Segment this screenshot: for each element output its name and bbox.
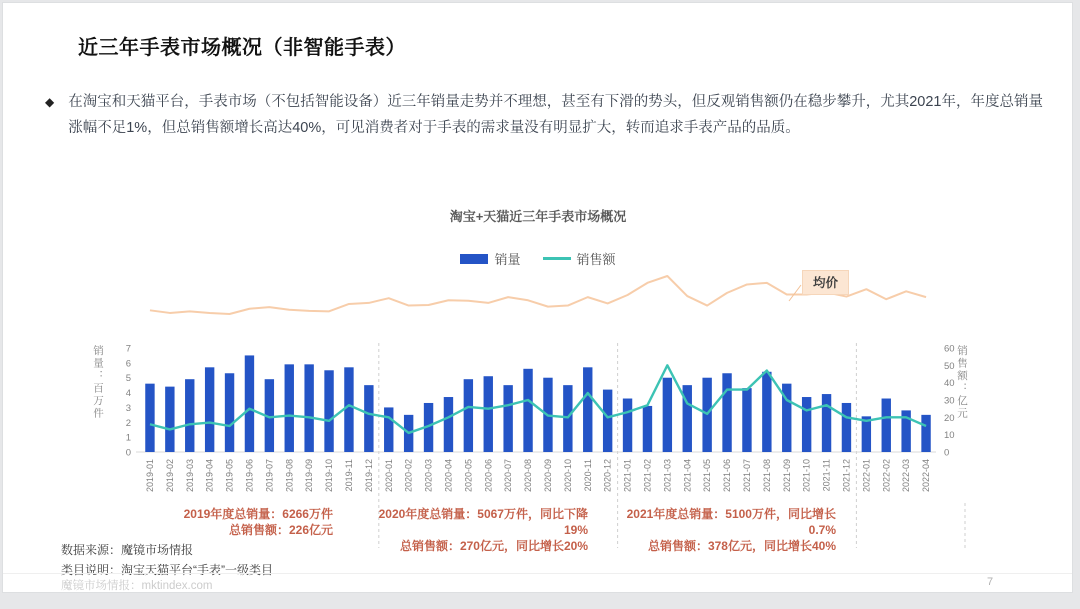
x-axis-label: 2020-02	[403, 459, 414, 493]
x-axis-label: 2019-11	[343, 459, 354, 492]
volume-bar	[145, 384, 154, 452]
volume-bar	[583, 367, 592, 452]
right-axis-tick: 40	[944, 378, 955, 390]
x-axis-label: 2019-12	[363, 459, 374, 493]
data-source-note: 数据来源：魔镜市场情报	[61, 543, 194, 557]
x-axis-label: 2019-09	[304, 459, 315, 493]
x-axis-label: 2021-06	[722, 459, 733, 493]
x-axis-label: 2020-05	[463, 459, 474, 493]
legend-item-volume	[460, 249, 520, 268]
x-axis-label: 2020-12	[602, 459, 613, 493]
x-axis-label: 2021-05	[702, 459, 713, 493]
right-axis-tick: 30	[944, 395, 955, 407]
left-axis-tick: 4	[125, 388, 131, 400]
annotation-2019	[153, 506, 333, 538]
x-axis-label: 2019-07	[264, 459, 275, 493]
x-axis-label: 2020-07	[503, 459, 514, 493]
volume-bar	[643, 406, 652, 452]
slide	[3, 3, 1072, 592]
annotation-2021	[616, 506, 836, 554]
x-axis-label: 2019-04	[204, 459, 215, 493]
x-axis-label: 2022-01	[861, 459, 872, 493]
volume-bar	[742, 388, 751, 452]
volume-bar	[623, 399, 632, 452]
category-note: 类目说明：淘宝天猫平台“手表”一级类目	[61, 563, 273, 577]
left-axis-title: 销量：百万件	[92, 345, 104, 420]
volume-bar	[822, 394, 831, 452]
legend-item-sales	[543, 249, 616, 268]
volume-bar	[762, 372, 771, 452]
volume-bar	[185, 379, 194, 452]
x-axis-label: 2020-10	[562, 459, 573, 493]
x-axis-label: 2020-09	[542, 459, 553, 493]
x-axis-label: 2021-09	[781, 459, 792, 493]
right-axis-tick: 60	[944, 343, 955, 355]
volume-bar	[285, 364, 294, 452]
volume-bar	[205, 367, 214, 452]
left-axis-tick: 2	[125, 417, 131, 429]
x-axis-label: 2020-03	[423, 459, 434, 493]
x-axis-label: 2019-02	[164, 459, 175, 493]
annotation-2020-line1: 2020年度总销量：5067万件，同比下降19%	[378, 507, 588, 537]
right-axis-tick: 20	[944, 412, 955, 424]
x-axis-label: 2022-04	[921, 459, 932, 493]
x-axis-label: 2022-02	[881, 459, 892, 493]
volume-bar	[802, 397, 811, 452]
x-axis-label: 2021-12	[841, 459, 852, 493]
x-axis-label: 2021-08	[761, 459, 772, 493]
avg-price-badge: 均价	[802, 270, 849, 295]
volume-bar	[444, 397, 453, 452]
market-chart	[3, 3, 1072, 592]
volume-bar	[663, 378, 672, 452]
x-axis-label: 2019-01	[144, 459, 155, 493]
x-axis-label: 2019-08	[284, 459, 295, 493]
volume-bar	[225, 373, 234, 452]
right-axis-title: 销售额：亿元	[956, 345, 968, 420]
volume-bar	[523, 369, 532, 452]
annotation-2021-line1: 2021年度总销量：5100万件，同比增长0.7%	[626, 507, 836, 537]
x-axis-label: 2021-10	[801, 459, 812, 493]
left-axis-tick: 6	[125, 358, 131, 370]
volume-bar	[304, 364, 313, 452]
volume-bar	[464, 379, 473, 452]
x-axis-label: 2021-03	[662, 459, 673, 493]
volume-bar	[245, 355, 254, 452]
bar-swatch-icon	[460, 254, 488, 264]
volume-bar	[722, 373, 731, 452]
line-swatch-icon	[543, 257, 571, 260]
page-title: 近三年手表市场概况（非智能手表）	[78, 37, 406, 59]
annotation-2020	[378, 506, 588, 554]
summary-text: 在淘宝和天猫平台，手表市场（不包括智能设备）近三年销量走势并不理想，甚至有下滑的势头，但反观销售额仍在稳步攀升，尤其2021年，年度总销量涨幅不足1%，但总销售额增长高达40%，可见消费者对于手表的需求量没有明显扩大，转而追求手表产品的品质。	[68, 94, 1043, 136]
left-axis-tick: 3	[125, 402, 131, 414]
volume-bar	[921, 415, 930, 452]
x-axis-label: 2021-11	[821, 459, 832, 492]
brand-watermark: 魔镜市场情报：mktindex.com	[61, 580, 213, 592]
x-axis-label: 2021-01	[622, 459, 633, 493]
x-axis-label: 2019-05	[224, 459, 235, 493]
annotation-2021-line2: 总销售额：378亿元，同比增长40%	[647, 539, 836, 553]
diamond-bullet-icon: ◆	[45, 95, 55, 109]
annotation-2019-line2: 总销售额：226亿元	[228, 523, 333, 537]
x-axis-label: 2021-02	[642, 459, 653, 493]
volume-bar	[344, 367, 353, 452]
volume-bar	[603, 390, 612, 452]
volume-bar	[324, 370, 333, 452]
volume-bar	[384, 407, 393, 452]
x-axis-label: 2020-06	[483, 459, 494, 493]
x-axis-label: 2021-04	[682, 459, 693, 493]
x-axis-label: 2020-11	[582, 459, 593, 492]
x-axis-label: 2021-07	[741, 459, 752, 493]
legend-label-volume: 销量	[494, 252, 521, 267]
x-axis-label: 2020-04	[443, 459, 454, 493]
annotation-2019-line1: 2019年度总销量：6266万件	[183, 507, 333, 521]
left-axis-tick: 0	[125, 447, 131, 459]
x-axis-label: 2020-08	[523, 459, 534, 493]
annotation-2020-line2: 总销售额：270亿元，同比增长20%	[399, 539, 588, 553]
right-axis-tick: 50	[944, 360, 955, 372]
legend-label-sales: 销售额	[576, 252, 616, 267]
chart-title: 淘宝+天猫近三年手表市场概况	[449, 209, 627, 224]
x-axis-label: 2019-06	[244, 459, 255, 493]
volume-bar	[503, 385, 512, 452]
volume-bar	[484, 376, 493, 452]
left-axis-tick: 1	[125, 432, 131, 444]
volume-bar	[165, 387, 174, 452]
x-axis-label: 2019-03	[184, 459, 195, 493]
right-axis-tick: 0	[944, 447, 950, 459]
volume-bar	[364, 385, 373, 452]
page-number: 7	[987, 576, 994, 588]
left-axis-tick: 5	[125, 373, 131, 385]
volume-bar	[882, 399, 891, 452]
volume-bar	[563, 385, 572, 452]
left-axis-tick: 7	[125, 343, 131, 355]
avg-price-leader-line	[789, 285, 801, 301]
x-axis-label: 2019-10	[324, 459, 335, 493]
chart-legend	[338, 249, 738, 268]
x-axis-label: 2020-01	[383, 459, 394, 493]
right-axis-tick: 10	[944, 430, 955, 442]
x-axis-label: 2022-03	[901, 459, 912, 493]
volume-bar	[842, 403, 851, 452]
